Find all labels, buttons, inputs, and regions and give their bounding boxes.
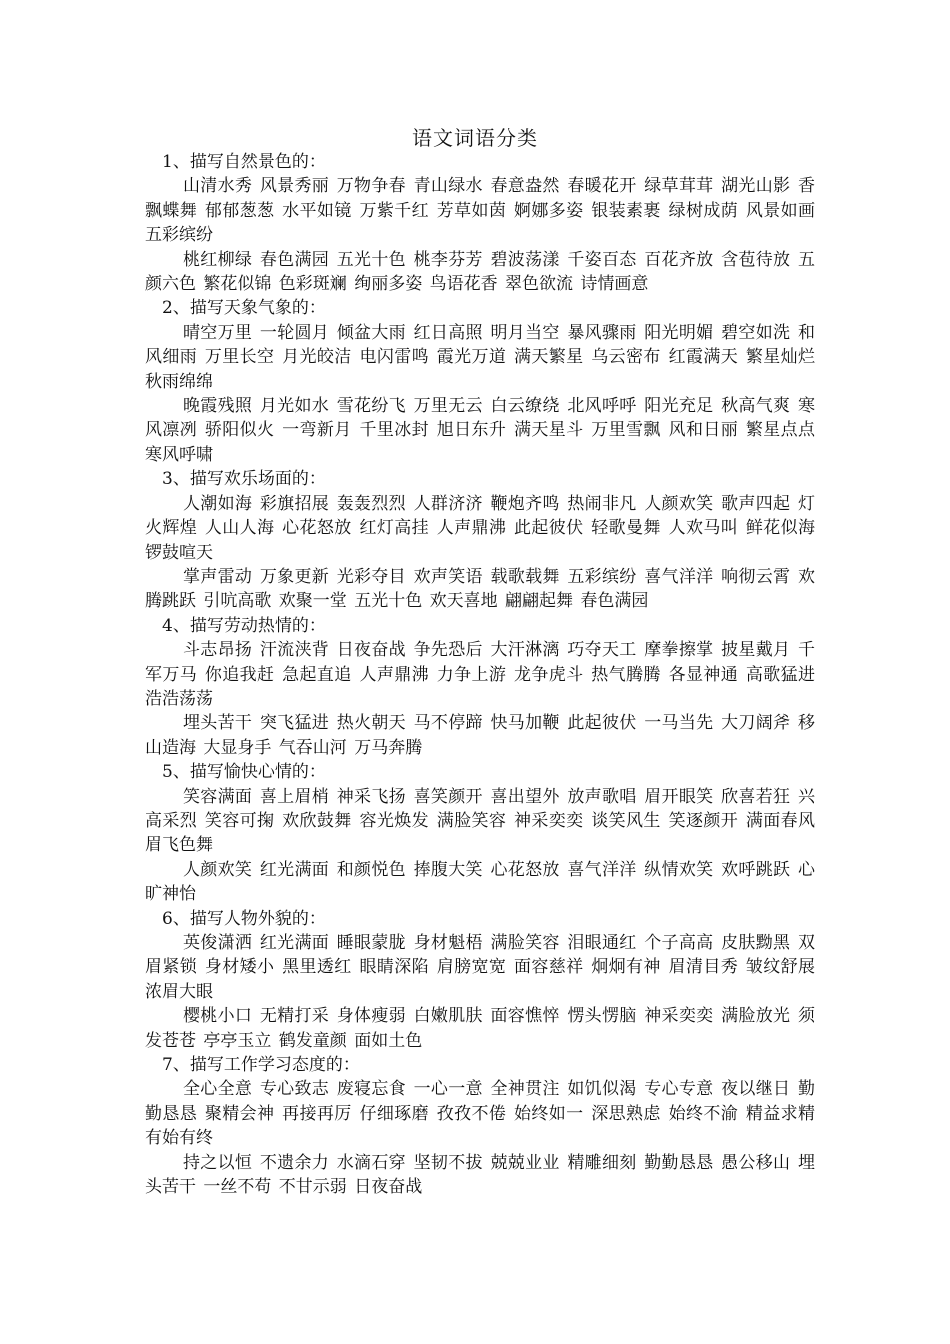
word-paragraph: 笑容满面 喜上眉梢 神采飞扬 喜笑颜开 喜出望外 放声歌唱 眉开眼笑 欣喜若狂 兴高采烈 笑容可掬 欢欣鼓舞 容光焕发 满脸笑容 神采奕奕 谈笑风生 笑逐颜开 满面春风 眉飞色舞 [145, 786, 815, 856]
section-heading: 1、描写自然景色的： [162, 152, 326, 172]
word-paragraph: 山清水秀 风景秀丽 万物争春 青山绿水 春意盎然 春暖花开 绿草茸茸 湖光山影 香飘蝶舞 郁郁葱葱 水平如镜 万紫千红 芳草如茵 婀娜多姿 银装素裹 绿树成荫 风景如画 五彩缤纷 [145, 176, 815, 246]
word-paragraph: 晚霞残照 月光如水 雪花纷飞 万里无云 白云缭绕 北风呼呼 阳光充足 秋高气爽 寒风凛冽 骄阳似火 一弯新月 千里冰封 旭日东升 满天星斗 万里雪飘 风和日丽 繁星点点 寒风呼啸 [145, 396, 815, 465]
section-work-attitude [145, 1053, 815, 1199]
word-paragraph: 樱桃小口 无精打采 身体瘦弱 白嫩肌肤 面容憔悴 愣头愣脑 神采奕奕 满脸放光 须发苍苍 亭亭玉立 鹤发童颜 面如土色 [145, 1006, 815, 1051]
section-heading: 6、描写人物外貌的： [162, 908, 326, 929]
word-paragraph: 英俊潇洒 红光满面 睡眼蒙胧 身材魁梧 满脸笑容 泪眼通红 个子高高 皮肤黝黑 双眉紧锁 身材矮小 黑里透红 眼睛深陷 肩膀宽宽 面容慈祥 炯炯有神 眉清目秀 皱纹舒展 浓眉大眼 [145, 933, 815, 1002]
word-paragraph: 桃红柳绿 春色满园 五光十色 桃李芬芳 碧波荡漾 千姿百态 百花齐放 含苞待放 五颜六色 繁花似锦 色彩斑斓 绚丽多姿 鸟语花香 翠色欲流 诗情画意 [145, 249, 815, 295]
section-appearance [145, 907, 815, 1053]
section-heading: 5、描写愉快心情的： [162, 762, 326, 783]
section-weather [145, 296, 815, 467]
section-heading: 2、描写天象气象的： [162, 298, 326, 319]
word-paragraph: 持之以恒 不遗余力 水滴石穿 坚韧不拔 兢兢业业 精雕细刻 勤勤恳恳 愚公移山 埋头苦干 一丝不苟 不甘示弱 日夜奋战 [145, 1152, 815, 1198]
word-paragraph: 人颜欢笑 红光满面 和颜悦色 捧腹大笑 心花怒放 喜气洋洋 纵情欢笑 欢呼跳跃 心旷神怡 [145, 859, 815, 905]
document-title: 语文词语分类 [412, 126, 538, 150]
word-paragraph: 全心全意 专心致志 废寝忘食 一心一意 全神贯注 如饥似渴 专心专意 夜以继日 勤勤恳恳 聚精会神 再接再厉 仔细琢磨 孜孜不倦 始终如一 深思熟虑 始终不渝 精益求精 有始有终 [145, 1079, 815, 1149]
word-paragraph: 晴空万里 一轮圆月 倾盆大雨 红日高照 明月当空 暴风骤雨 阳光明媚 碧空如洗 和风细雨 万里长空 月光皎洁 电闪雷鸣 霞光万道 满天繁星 乌云密布 红霞满天 繁星灿烂 秋雨绵绵 [145, 322, 815, 392]
section-labor-enthusiasm [145, 614, 815, 760]
word-paragraph: 斗志昂扬 汗流浃背 日夜奋战 争先恐后 大汗淋漓 巧夺天工 摩拳擦掌 披星戴月 千军万马 你追我赶 急起直追 人声鼎沸 力争上游 龙争虎斗 热气腾腾 各显神通 高歌猛进 浩浩荡荡 [145, 640, 815, 709]
word-paragraph: 埋头苦干 突飞猛进 热火朝天 马不停蹄 快马加鞭 此起彼伏 一马当先 大刀阔斧 移山造海 大显身手 气吞山河 万马奔腾 [145, 713, 815, 758]
section-joyful-scenes [145, 467, 815, 613]
section-heading: 4、描写劳动热情的： [162, 615, 326, 636]
section-natural-scenery [145, 150, 815, 296]
section-heading: 7、描写工作学习态度的： [162, 1055, 360, 1076]
section-heading: 3、描写欢乐场面的： [162, 469, 326, 490]
section-happy-mood [145, 760, 815, 906]
word-paragraph: 人潮如海 彩旗招展 轰轰烈烈 人群济济 鞭炮齐鸣 热闹非凡 人颜欢笑 歌声四起 灯火辉煌 人山人海 心花怒放 红灯高挂 人声鼎沸 此起彼伏 轻歌曼舞 人欢马叫 鲜花似海 锣鼓喧天 [145, 493, 815, 563]
document-body [145, 150, 815, 1199]
word-paragraph: 掌声雷动 万象更新 光彩夺目 欢声笑语 载歌载舞 五彩缤纷 喜气洋洋 响彻云霄 欢腾跳跃 引吭高歌 欢聚一堂 五光十色 欢天喜地 翩翩起舞 春色满园 [145, 566, 815, 612]
